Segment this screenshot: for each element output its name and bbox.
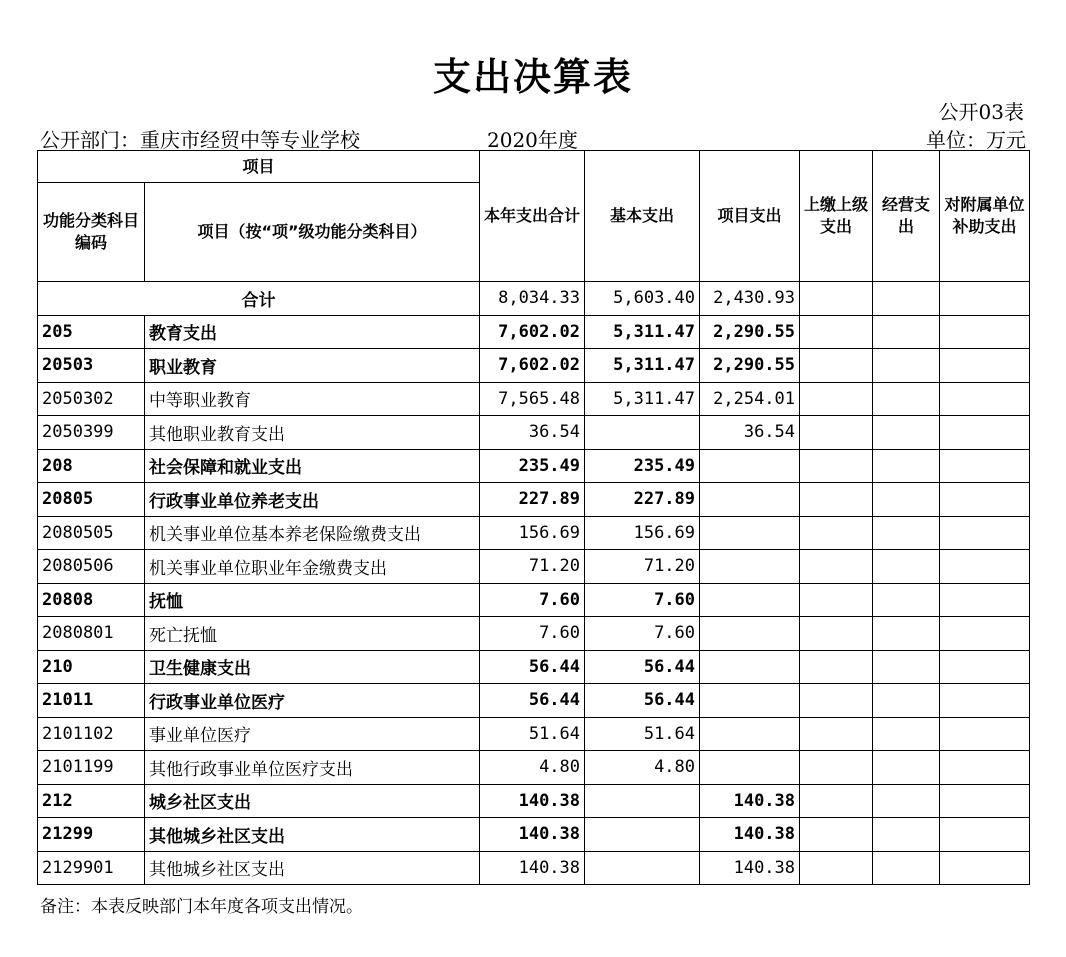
row-total: 140.38	[480, 784, 585, 818]
row-code: 2080506	[38, 550, 145, 584]
row-basic: 235.49	[585, 449, 700, 483]
row-business	[873, 349, 940, 383]
total-row	[38, 282, 1030, 316]
row-business	[873, 617, 940, 651]
row-business	[873, 684, 940, 718]
row-upper	[800, 784, 873, 818]
form-number: 公开03表	[938, 100, 1024, 124]
row-basic: 5,311.47	[585, 315, 700, 349]
row-upper	[800, 382, 873, 416]
row-basic: 5,311.47	[585, 382, 700, 416]
row-upper	[800, 717, 873, 751]
table-row	[38, 416, 1030, 450]
row-basic: 7.60	[585, 617, 700, 651]
table-row	[38, 717, 1030, 751]
table-row	[38, 449, 1030, 483]
page-title: 支出决算表	[432, 55, 633, 99]
header-upper: 上缴上级支出	[800, 151, 873, 282]
row-total: 7,565.48	[480, 382, 585, 416]
row-subsidy	[940, 416, 1030, 450]
row-code: 21299	[38, 818, 145, 852]
row-project	[700, 583, 800, 617]
row-code: 210	[38, 650, 145, 684]
row-total: 7,602.02	[480, 349, 585, 383]
row-project	[700, 516, 800, 550]
row-total: 56.44	[480, 684, 585, 718]
row-project: 2,254.01	[700, 382, 800, 416]
table-row	[38, 751, 1030, 785]
row-basic	[585, 416, 700, 450]
total-upper	[800, 282, 873, 316]
table-row	[38, 516, 1030, 550]
row-code: 2129901	[38, 851, 145, 885]
row-total: 235.49	[480, 449, 585, 483]
department-label: 公开部门：重庆市经贸中等专业学校	[40, 128, 360, 152]
row-code: 208	[38, 449, 145, 483]
row-project	[700, 550, 800, 584]
row-total: 7.60	[480, 583, 585, 617]
row-total: 56.44	[480, 650, 585, 684]
row-project	[700, 449, 800, 483]
row-subsidy	[940, 550, 1030, 584]
row-total: 51.64	[480, 717, 585, 751]
row-project	[700, 483, 800, 517]
row-upper	[800, 349, 873, 383]
row-upper	[800, 751, 873, 785]
row-name: 中等职业教育	[145, 382, 480, 416]
row-project: 36.54	[700, 416, 800, 450]
row-name: 机关事业单位职业年金缴费支出	[145, 550, 480, 584]
row-name: 行政事业单位医疗	[145, 684, 480, 718]
row-upper	[800, 516, 873, 550]
row-business	[873, 751, 940, 785]
row-upper	[800, 416, 873, 450]
row-project: 140.38	[700, 784, 800, 818]
row-code: 2050399	[38, 416, 145, 450]
row-basic	[585, 784, 700, 818]
row-project	[700, 717, 800, 751]
row-basic	[585, 818, 700, 852]
row-business	[873, 315, 940, 349]
row-code: 2080505	[38, 516, 145, 550]
row-upper	[800, 684, 873, 718]
row-total: 71.20	[480, 550, 585, 584]
row-business	[873, 483, 940, 517]
row-subsidy	[940, 449, 1030, 483]
row-basic: 56.44	[585, 650, 700, 684]
row-total: 140.38	[480, 818, 585, 852]
row-project: 2,290.55	[700, 349, 800, 383]
row-code: 2050302	[38, 382, 145, 416]
row-basic: 71.20	[585, 550, 700, 584]
row-basic: 227.89	[585, 483, 700, 517]
row-name: 其他行政事业单位医疗支出	[145, 751, 480, 785]
row-code: 212	[38, 784, 145, 818]
row-project	[700, 751, 800, 785]
table-row	[38, 382, 1030, 416]
row-name: 其他城乡社区支出	[145, 818, 480, 852]
row-upper	[800, 818, 873, 852]
row-project: 140.38	[700, 818, 800, 852]
total-label: 合计	[38, 282, 480, 316]
row-upper	[800, 449, 873, 483]
row-business	[873, 382, 940, 416]
row-total: 156.69	[480, 516, 585, 550]
row-code: 21011	[38, 684, 145, 718]
row-project	[700, 650, 800, 684]
row-upper	[800, 617, 873, 651]
table-row	[38, 550, 1030, 584]
header-func-code: 功能分类科目编码	[38, 183, 145, 282]
header-project: 项目	[38, 151, 480, 183]
row-name: 教育支出	[145, 315, 480, 349]
table-row	[38, 784, 1030, 818]
header-total: 本年支出合计	[480, 151, 585, 282]
row-business	[873, 851, 940, 885]
row-name: 城乡社区支出	[145, 784, 480, 818]
row-total: 36.54	[480, 416, 585, 450]
row-total: 7.60	[480, 617, 585, 651]
row-name: 行政事业单位养老支出	[145, 483, 480, 517]
row-basic: 56.44	[585, 684, 700, 718]
table-row	[38, 684, 1030, 718]
row-code: 2080801	[38, 617, 145, 651]
row-upper	[800, 550, 873, 584]
row-total: 7,602.02	[480, 315, 585, 349]
row-subsidy	[940, 751, 1030, 785]
total-total: 8,034.33	[480, 282, 585, 316]
row-basic: 7.60	[585, 583, 700, 617]
row-upper	[800, 650, 873, 684]
header-project-expense: 项目支出	[700, 151, 800, 282]
row-business	[873, 583, 940, 617]
row-subsidy	[940, 382, 1030, 416]
row-subsidy	[940, 516, 1030, 550]
row-basic: 4.80	[585, 751, 700, 785]
row-name: 其他职业教育支出	[145, 416, 480, 450]
row-code: 20808	[38, 583, 145, 617]
row-subsidy	[940, 717, 1030, 751]
row-business	[873, 516, 940, 550]
row-name: 卫生健康支出	[145, 650, 480, 684]
table-row	[38, 483, 1030, 517]
row-subsidy	[940, 684, 1030, 718]
table-row	[38, 617, 1030, 651]
row-subsidy	[940, 617, 1030, 651]
row-subsidy	[940, 315, 1030, 349]
row-subsidy	[940, 483, 1030, 517]
row-code: 205	[38, 315, 145, 349]
row-code: 20503	[38, 349, 145, 383]
row-name: 事业单位医疗	[145, 717, 480, 751]
row-total: 140.38	[480, 851, 585, 885]
row-upper	[800, 315, 873, 349]
row-business	[873, 784, 940, 818]
row-upper	[800, 483, 873, 517]
row-total: 227.89	[480, 483, 585, 517]
table-row	[38, 583, 1030, 617]
row-project: 140.38	[700, 851, 800, 885]
table-row	[38, 650, 1030, 684]
row-basic: 51.64	[585, 717, 700, 751]
row-basic: 156.69	[585, 516, 700, 550]
header-item-name: 项目（按“项”级功能分类科目）	[145, 183, 480, 282]
header-business: 经营支出	[873, 151, 940, 282]
row-project	[700, 684, 800, 718]
header-subsidy: 对附属单位补助支出	[940, 151, 1030, 282]
row-basic: 5,311.47	[585, 349, 700, 383]
row-business	[873, 550, 940, 584]
row-subsidy	[940, 784, 1030, 818]
row-upper	[800, 583, 873, 617]
row-business	[873, 449, 940, 483]
row-project: 2,290.55	[700, 315, 800, 349]
expenditure-table	[37, 150, 1030, 885]
row-code: 2101199	[38, 751, 145, 785]
row-project	[700, 617, 800, 651]
row-name: 机关事业单位基本养老保险缴费支出	[145, 516, 480, 550]
row-subsidy	[940, 583, 1030, 617]
footnote: 备注：本表反映部门本年度各项支出情况。	[40, 897, 363, 917]
row-business	[873, 416, 940, 450]
fiscal-year: 2020年度	[487, 128, 578, 152]
table-row	[38, 315, 1030, 349]
row-code: 2101102	[38, 717, 145, 751]
row-code: 20805	[38, 483, 145, 517]
row-subsidy	[940, 349, 1030, 383]
row-name: 职业教育	[145, 349, 480, 383]
total-basic: 5,603.40	[585, 282, 700, 316]
row-subsidy	[940, 851, 1030, 885]
row-subsidy	[940, 818, 1030, 852]
row-name: 其他城乡社区支出	[145, 851, 480, 885]
row-subsidy	[940, 650, 1030, 684]
table-row	[38, 349, 1030, 383]
table-row	[38, 851, 1030, 885]
row-total: 4.80	[480, 751, 585, 785]
total-project: 2,430.93	[700, 282, 800, 316]
header-basic: 基本支出	[585, 151, 700, 282]
row-name: 抚恤	[145, 583, 480, 617]
row-business	[873, 650, 940, 684]
row-business	[873, 818, 940, 852]
row-basic	[585, 851, 700, 885]
row-business	[873, 717, 940, 751]
row-name: 死亡抚恤	[145, 617, 480, 651]
total-subsidy	[940, 282, 1030, 316]
unit-label: 单位：万元	[926, 128, 1026, 152]
total-business	[873, 282, 940, 316]
row-upper	[800, 851, 873, 885]
row-name: 社会保障和就业支出	[145, 449, 480, 483]
table-row	[38, 818, 1030, 852]
